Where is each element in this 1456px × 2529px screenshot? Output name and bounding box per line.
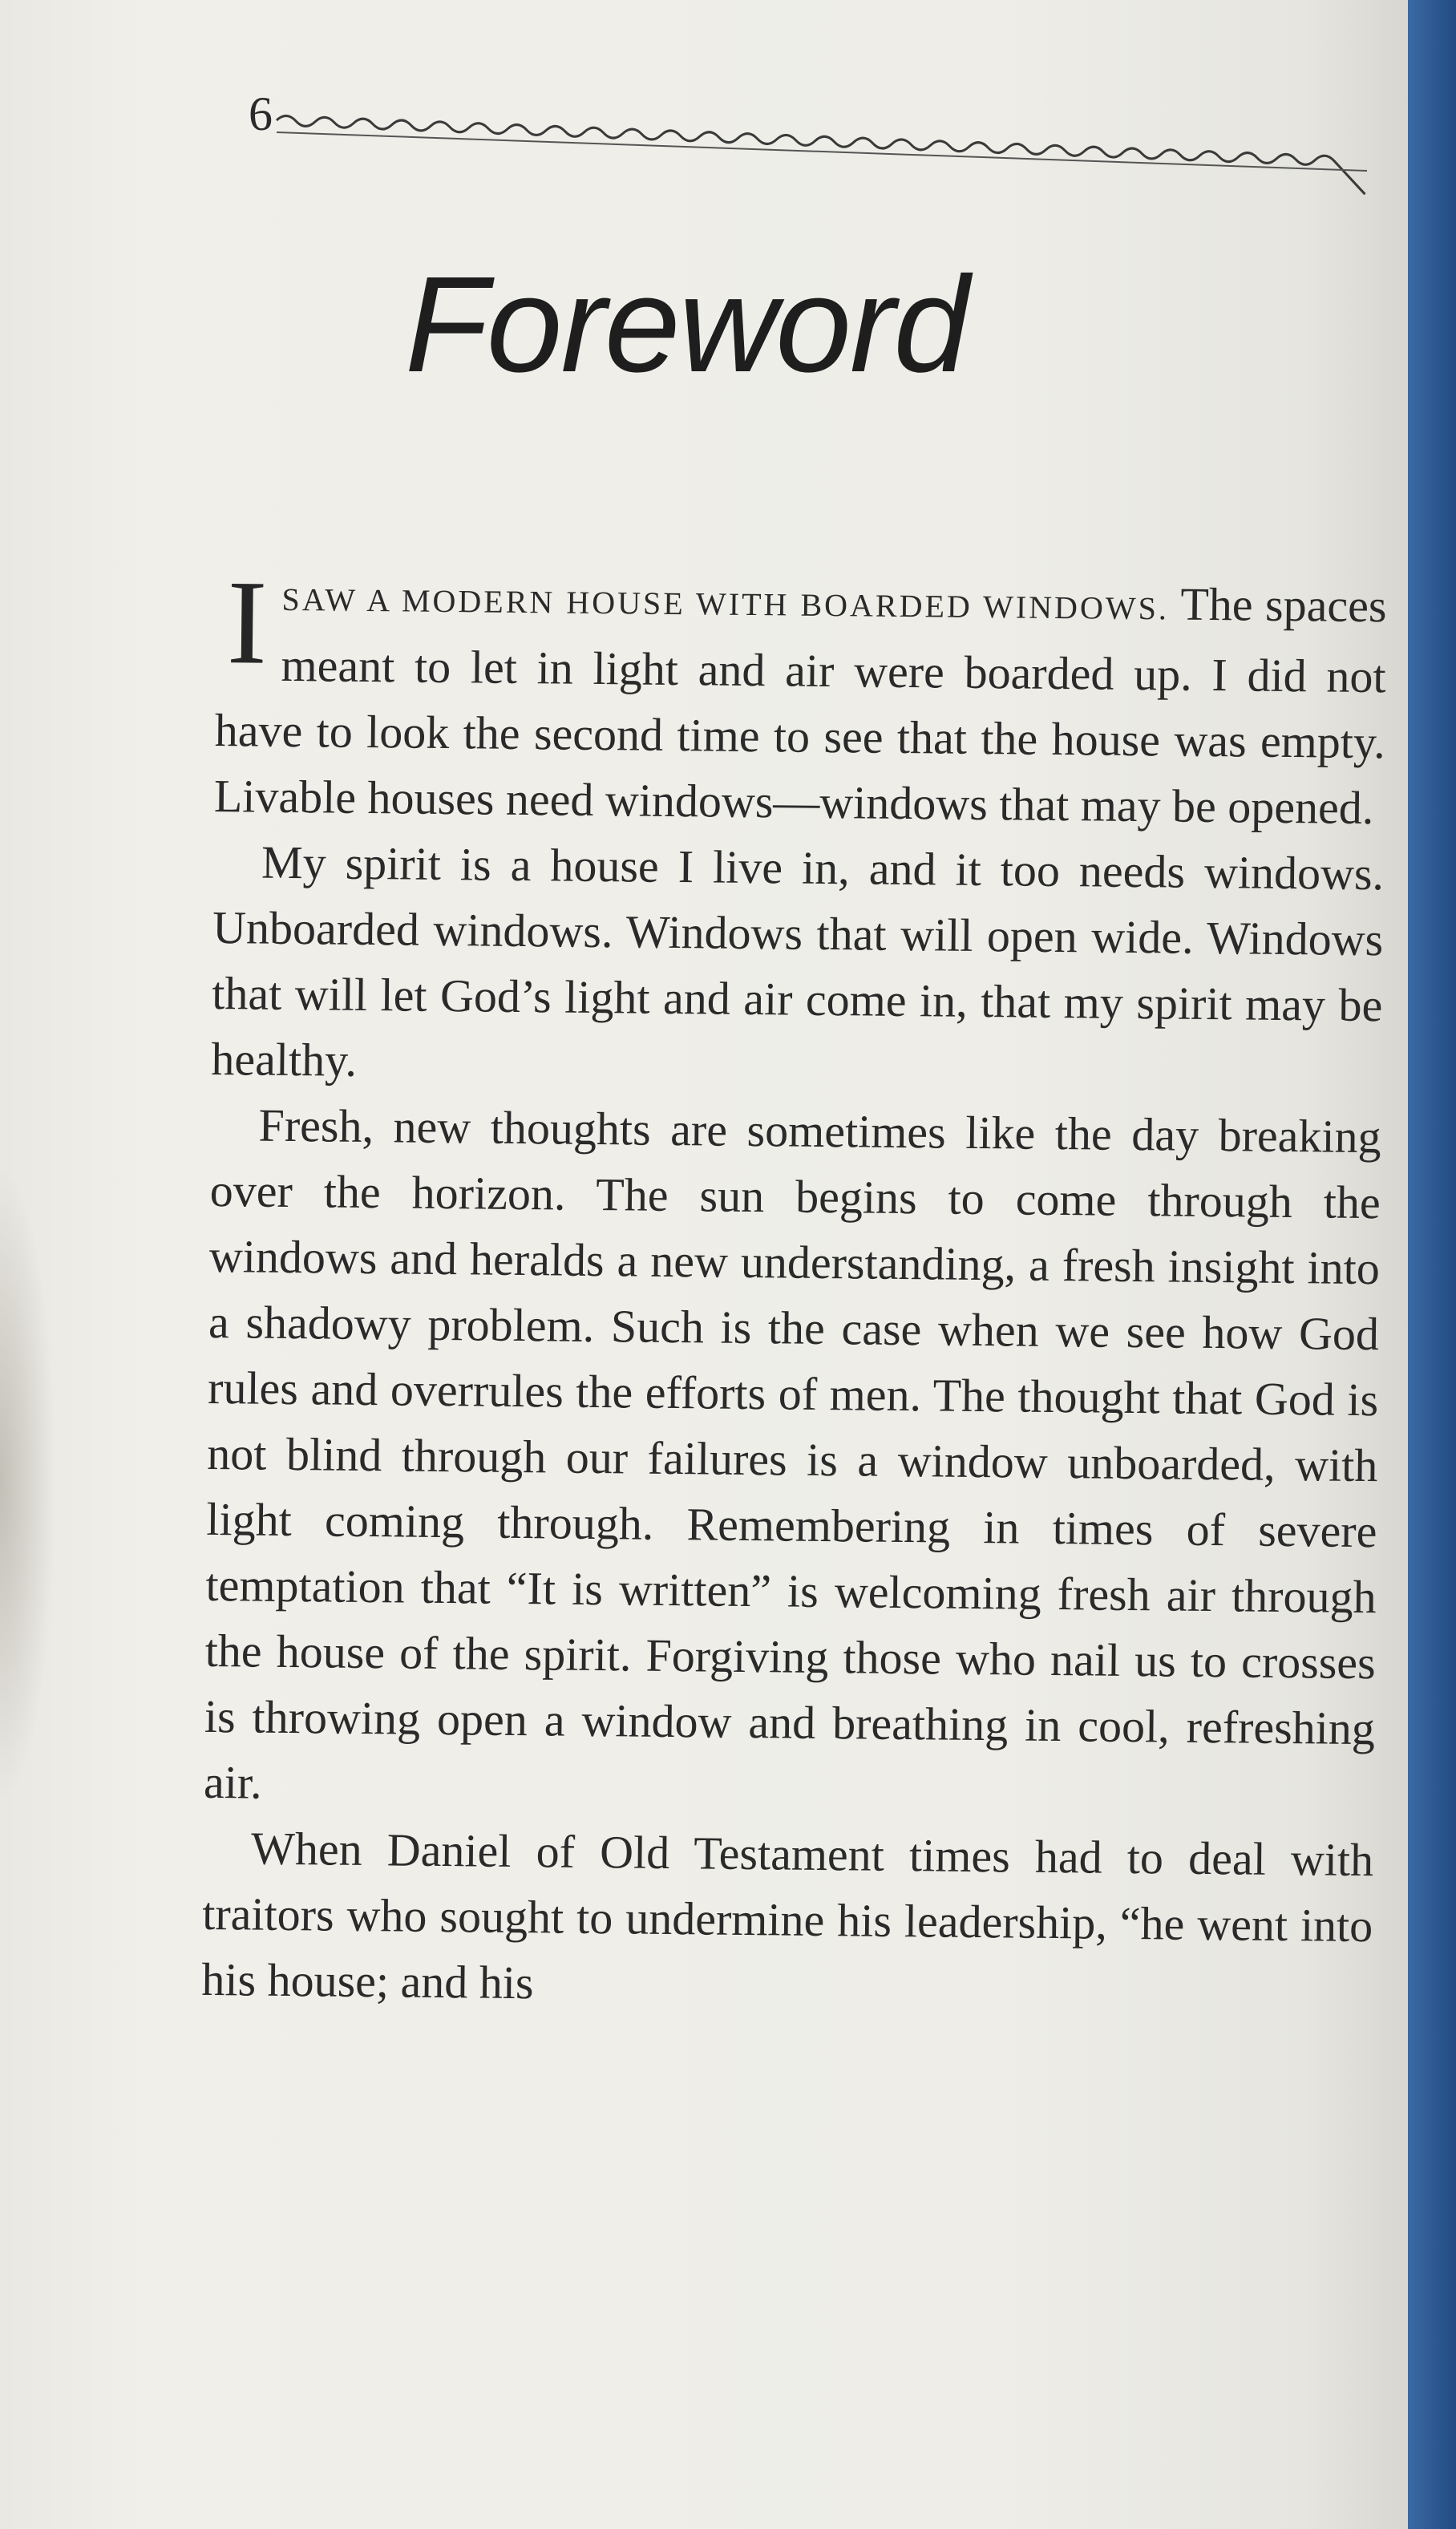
opening-smallcaps: SAW A MODERN HOUSE WITH BOARDED WINDOWS. (281, 581, 1170, 627)
paragraph-1 (213, 556, 1387, 841)
page-number: 6 (249, 87, 273, 140)
chapter-title: Foreword (405, 249, 969, 401)
paragraph-1-text: The spaces meant to let in light and air were boarded up. I did not have to look the second time to see that the house was empty. Livable houses need windows—windows that may be opened. (213, 577, 1387, 835)
foreword-body (201, 556, 1387, 2025)
book-cover-edge (1408, 0, 1456, 2529)
drop-cap: I (226, 556, 269, 690)
paragraph-2: My spirit is a house I live in, and it too needs windows. Unboarded windows. Windows that will open wide. Windows that will let God’s light and air come in, that my spirit may be healthy. (211, 836, 1385, 1086)
decorative-wave-rule (245, 76, 1399, 204)
paragraph-4: When Daniel of Old Testament times had to deal with traitors who sought to undermine his leadership, “he went into his house; and his (201, 1822, 1374, 2009)
paragraph-3: Fresh, new thoughts are sometimes like the day breaking over the horizon. The sun begins to come through the windows and heralds a new understanding, a fresh insight into a shadowy problem. Such is the case when we see how God rules and overrules the efforts of men. The thought that God is not blind through our failures is a window unboarded, with light coming through. Remembering in times of severe temptation that “It is written” is welcoming fresh air through the house of the spirit. Forgiving those who nail us to crosses is throwing open a window and breathing in cool, refreshing air. (203, 1099, 1381, 1809)
page-curve-shadow (0, 1163, 56, 1804)
